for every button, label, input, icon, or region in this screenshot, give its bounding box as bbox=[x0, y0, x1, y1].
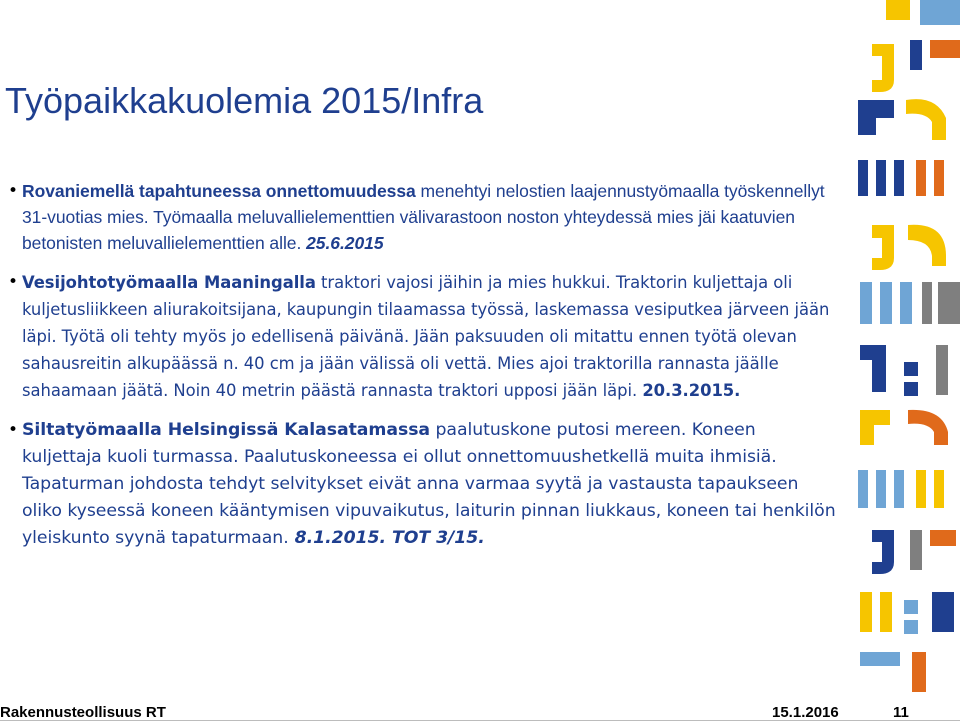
bullet-date: 25.6.2015 bbox=[306, 233, 384, 253]
bullet-dot-icon: • bbox=[8, 272, 19, 292]
footer-page-number: 11 bbox=[893, 704, 909, 721]
bullet-date: 8.1.2015. TOT 3/15. bbox=[288, 528, 485, 548]
deco-shape bbox=[860, 345, 886, 392]
slide-title: Työpaikkakuolemia 2015/Infra bbox=[5, 80, 484, 121]
decorative-pattern bbox=[850, 0, 960, 700]
bullet-body: paalutuskone putosi mereen. Koneen kuljettaja kuoli turmassa. Paalutuskoneessa ei ollut onnettomuushetkellä muita ihmisiä. Tapaturman johdosta tehdyt selvitykset eivät anna varmaa syytä ja vastausta tapaukseen oliko kyseessä koneen kääntymisen vipuvaikutus, laiturin pinnan liukkaus, koneen tai henkilön yleiskunto syynä tapaturmaan. bbox=[22, 420, 836, 548]
deco-shape bbox=[872, 44, 894, 92]
bullet-date: 20.3.2015. bbox=[642, 381, 741, 400]
deco-shape bbox=[860, 652, 900, 666]
deco-shape bbox=[860, 410, 890, 445]
deco-shape bbox=[876, 160, 886, 196]
slide-body bbox=[8, 178, 838, 565]
deco-shape bbox=[894, 470, 904, 508]
bullet-body: traktori vajosi jäihin ja mies hukkui. Traktorin kuljettaja oli kuljetusliikkeen aliurakoitsijana, kaupungin tilaamassa työssä, laskemassa vesiputkea järveen jään läpi. Työtä oli tehty myös jo edellisenä päivänä. Jään paksuuden oli mitattu ennen työtä olevan sahausreitin alkupäässä n. 40 cm ja jään välissä oli vettä. Mies ajoi traktorilla rannasta jäälle sahaamaan jäätä. Noin 40 metrin päästä rannasta traktori upposi jään läpi. bbox=[22, 273, 830, 400]
deco-shape bbox=[920, 0, 960, 25]
deco-shape bbox=[860, 282, 872, 324]
bullet-item-maaninka bbox=[8, 269, 838, 404]
bullet-body: menehtyi nelostien laajennustyömaalla työskennellyt 31-vuotias mies. Työmaalla meluvallielementtien välivarastoon noston yhteydessä mies jäi kaatuvien betonisten meluvallielementtien alle. bbox=[22, 181, 825, 253]
deco-shape bbox=[930, 530, 956, 546]
bullet-dot-icon: • bbox=[8, 420, 19, 440]
deco-shape bbox=[860, 592, 872, 632]
bullet-item-kalasatama bbox=[8, 417, 838, 552]
deco-shape bbox=[916, 470, 926, 508]
deco-shape bbox=[910, 40, 922, 70]
deco-shape bbox=[858, 100, 894, 135]
bullet-lead: Rovaniemellä tapahtuneessa onnettomuudessa bbox=[22, 181, 416, 201]
deco-shape bbox=[934, 470, 944, 508]
deco-shape bbox=[904, 362, 918, 376]
deco-shape bbox=[912, 652, 926, 692]
deco-shape bbox=[880, 592, 892, 632]
deco-shape bbox=[906, 99, 946, 140]
deco-shape bbox=[880, 282, 892, 324]
deco-shape bbox=[858, 160, 868, 196]
bullet-lead: Siltatyömaalla Helsingissä Kalasatamassa bbox=[22, 420, 431, 440]
deco-shape bbox=[904, 600, 918, 614]
bullet-dot-icon: • bbox=[8, 181, 19, 201]
bullet-text bbox=[22, 178, 838, 256]
deco-shape bbox=[858, 470, 868, 508]
deco-shape bbox=[910, 530, 922, 570]
deco-shape bbox=[908, 225, 946, 266]
bullet-text bbox=[22, 417, 838, 552]
deco-shape bbox=[922, 282, 932, 324]
bullet-item-rovaniemi bbox=[8, 178, 838, 256]
deco-shape bbox=[894, 160, 904, 196]
deco-shape bbox=[876, 470, 886, 508]
deco-shape bbox=[930, 40, 960, 58]
footer-date: 15.1.2016 bbox=[772, 704, 839, 721]
deco-shape bbox=[916, 160, 926, 196]
bullet-lead: Vesijohtotyömaalla Maaningalla bbox=[22, 273, 316, 292]
deco-shape bbox=[900, 282, 912, 324]
deco-shape bbox=[904, 620, 918, 634]
deco-shape bbox=[932, 592, 954, 632]
deco-shape bbox=[886, 0, 910, 20]
deco-shape bbox=[936, 345, 948, 395]
deco-shape bbox=[872, 225, 894, 270]
deco-shape bbox=[904, 382, 918, 396]
footer-organization: Rakennusteollisuus RT bbox=[0, 704, 166, 721]
deco-shape bbox=[908, 410, 948, 445]
deco-shape bbox=[934, 160, 944, 196]
bullet-text bbox=[22, 269, 838, 404]
deco-shape bbox=[938, 282, 960, 324]
deco-shape bbox=[872, 530, 894, 574]
